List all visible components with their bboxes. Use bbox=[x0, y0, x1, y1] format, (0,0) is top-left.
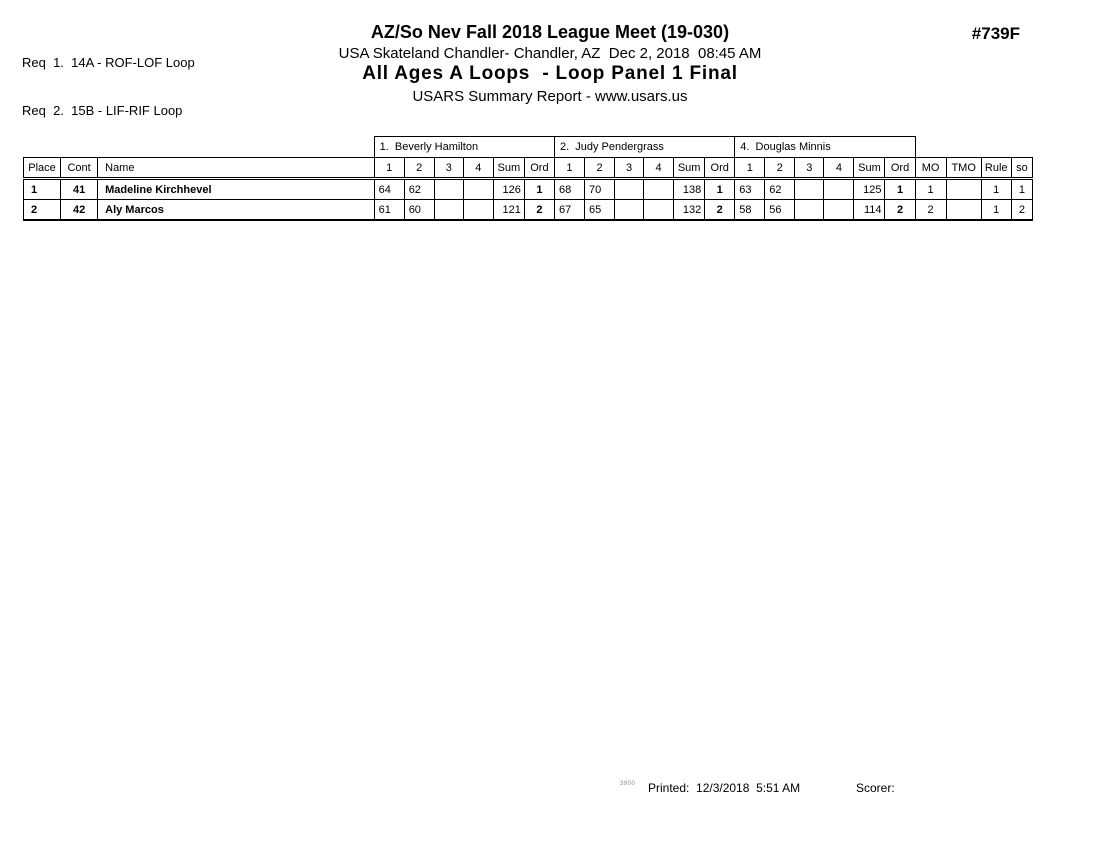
score-cell-j1-3 bbox=[434, 200, 463, 221]
score-cell-j1-3 bbox=[434, 179, 463, 200]
judge-header-1: 1. Beverly Hamilton bbox=[374, 137, 554, 158]
col-header-rule: Rule bbox=[981, 158, 1011, 179]
score-cell-j3-3 bbox=[795, 200, 824, 221]
req-line-2: Req 2. 15B - LIF-RIF Loop bbox=[22, 103, 183, 118]
score-cell-j2-3 bbox=[615, 179, 644, 200]
col-header-judge2-2: 2 bbox=[585, 158, 615, 179]
place-cell: 1 bbox=[24, 179, 61, 200]
col-header-judge3-1: 1 bbox=[735, 158, 765, 179]
sum-cell-j2: 138 bbox=[674, 179, 705, 200]
scorer-label: Scorer: bbox=[856, 781, 895, 795]
ordinal-cell-j1: 2 bbox=[524, 200, 554, 221]
sum-cell-j3: 125 bbox=[854, 179, 885, 200]
score-cell-j1-1: 64 bbox=[374, 179, 404, 200]
score-cell-j3-1: 58 bbox=[735, 200, 765, 221]
results-table bbox=[23, 136, 1033, 221]
score-cell-j2-1: 67 bbox=[554, 200, 584, 221]
judge-header-row bbox=[24, 137, 1033, 158]
col-header-judge2-4: 4 bbox=[644, 158, 674, 179]
sum-cell-j3: 114 bbox=[854, 200, 885, 221]
event-title: All Ages A Loops - Loop Panel 1 Final bbox=[362, 62, 738, 84]
req-line-1: Req 1. 14A - ROF-LOF Loop bbox=[22, 55, 195, 70]
title-block bbox=[0, 22, 1100, 105]
so-cell: 1 bbox=[1011, 179, 1032, 200]
score-cell-j3-4 bbox=[824, 200, 854, 221]
skater-name-cell: Madeline Kirchhevel bbox=[98, 179, 375, 200]
ordinal-cell-j3: 2 bbox=[885, 200, 915, 221]
venue-date-line: USA Skateland Chandler- Chandler, AZ Dec 2, 2018 08:45 AM bbox=[338, 44, 762, 62]
col-header-judge3-sum: Sum bbox=[854, 158, 885, 179]
col-header-judge1-2: 2 bbox=[404, 158, 434, 179]
judge-header-3: 4. Douglas Minnis bbox=[735, 137, 915, 158]
majority-ordinal-cell: 1 bbox=[915, 179, 946, 200]
col-header-judge1-4: 4 bbox=[463, 158, 493, 179]
col-header-tmo: TMO bbox=[946, 158, 981, 179]
col-header-mo: MO bbox=[915, 158, 946, 179]
judge-header-2: 2. Judy Pendergrass bbox=[554, 137, 734, 158]
printed-timestamp: Printed: 12/3/2018 5:51 AM bbox=[648, 781, 801, 795]
col-header-name: Name bbox=[98, 158, 375, 179]
score-cell-j1-4 bbox=[463, 179, 493, 200]
col-header-judge2-sum: Sum bbox=[674, 158, 705, 179]
score-cell-j3-4 bbox=[824, 179, 854, 200]
score-cell-j3-1: 63 bbox=[735, 179, 765, 200]
col-header-so: so bbox=[1011, 158, 1032, 179]
column-header-row bbox=[24, 158, 1033, 179]
col-header-judge3-3: 3 bbox=[795, 158, 824, 179]
report-number: #739F bbox=[971, 24, 1020, 43]
col-header-judge3-4: 4 bbox=[824, 158, 854, 179]
col-header-judge3-ord: Ord bbox=[885, 158, 915, 179]
col-header-judge2-3: 3 bbox=[615, 158, 644, 179]
score-cell-j2-4 bbox=[644, 200, 674, 221]
sum-cell-j1: 121 bbox=[493, 200, 524, 221]
tmo-cell bbox=[946, 179, 981, 200]
score-cell-j3-2: 56 bbox=[765, 200, 795, 221]
judge-row-left-spacer bbox=[24, 137, 375, 158]
result-row-1 bbox=[24, 179, 1033, 200]
score-cell-j2-4 bbox=[644, 179, 674, 200]
skater-name-cell: Aly Marcos bbox=[98, 200, 375, 221]
so-cell: 2 bbox=[1011, 200, 1032, 221]
col-header-judge1-sum: Sum bbox=[493, 158, 524, 179]
score-cell-j1-2: 62 bbox=[404, 179, 434, 200]
rule-cell: 1 bbox=[981, 200, 1011, 221]
meet-title: AZ/So Nev Fall 2018 League Meet (19-030) bbox=[370, 22, 730, 42]
contestant-number-cell: 41 bbox=[61, 179, 98, 200]
contestant-number-cell: 42 bbox=[61, 200, 98, 221]
tmo-cell bbox=[946, 200, 981, 221]
report-type-line: USARS Summary Report - www.usars.us bbox=[412, 87, 688, 105]
col-header-judge2-ord: Ord bbox=[705, 158, 735, 179]
ordinal-cell-j2: 1 bbox=[705, 179, 735, 200]
col-header-cont: Cont bbox=[61, 158, 98, 179]
col-header-judge1-ord: Ord bbox=[524, 158, 554, 179]
results-table-body bbox=[24, 179, 1033, 221]
score-cell-j1-4 bbox=[463, 200, 493, 221]
result-row-2 bbox=[24, 200, 1033, 221]
score-cell-j1-1: 61 bbox=[374, 200, 404, 221]
footer-code: 3900 bbox=[620, 781, 636, 787]
place-cell: 2 bbox=[24, 200, 61, 221]
score-cell-j2-2: 70 bbox=[585, 179, 615, 200]
score-cell-j2-3 bbox=[615, 200, 644, 221]
score-cell-j1-2: 60 bbox=[404, 200, 434, 221]
ordinal-cell-j1: 1 bbox=[524, 179, 554, 200]
rule-cell: 1 bbox=[981, 179, 1011, 200]
score-cell-j2-1: 68 bbox=[554, 179, 584, 200]
sum-cell-j2: 132 bbox=[674, 200, 705, 221]
judge-row-right-spacer bbox=[915, 137, 1032, 158]
col-header-place: Place bbox=[24, 158, 61, 179]
col-header-judge3-2: 2 bbox=[765, 158, 795, 179]
ordinal-cell-j2: 2 bbox=[705, 200, 735, 221]
sum-cell-j1: 126 bbox=[493, 179, 524, 200]
majority-ordinal-cell: 2 bbox=[915, 200, 946, 221]
col-header-judge1-3: 3 bbox=[434, 158, 463, 179]
col-header-judge1-1: 1 bbox=[374, 158, 404, 179]
score-cell-j3-2: 62 bbox=[765, 179, 795, 200]
score-cell-j2-2: 65 bbox=[585, 200, 615, 221]
ordinal-cell-j3: 1 bbox=[885, 179, 915, 200]
col-header-judge2-1: 1 bbox=[554, 158, 584, 179]
score-cell-j3-3 bbox=[795, 179, 824, 200]
